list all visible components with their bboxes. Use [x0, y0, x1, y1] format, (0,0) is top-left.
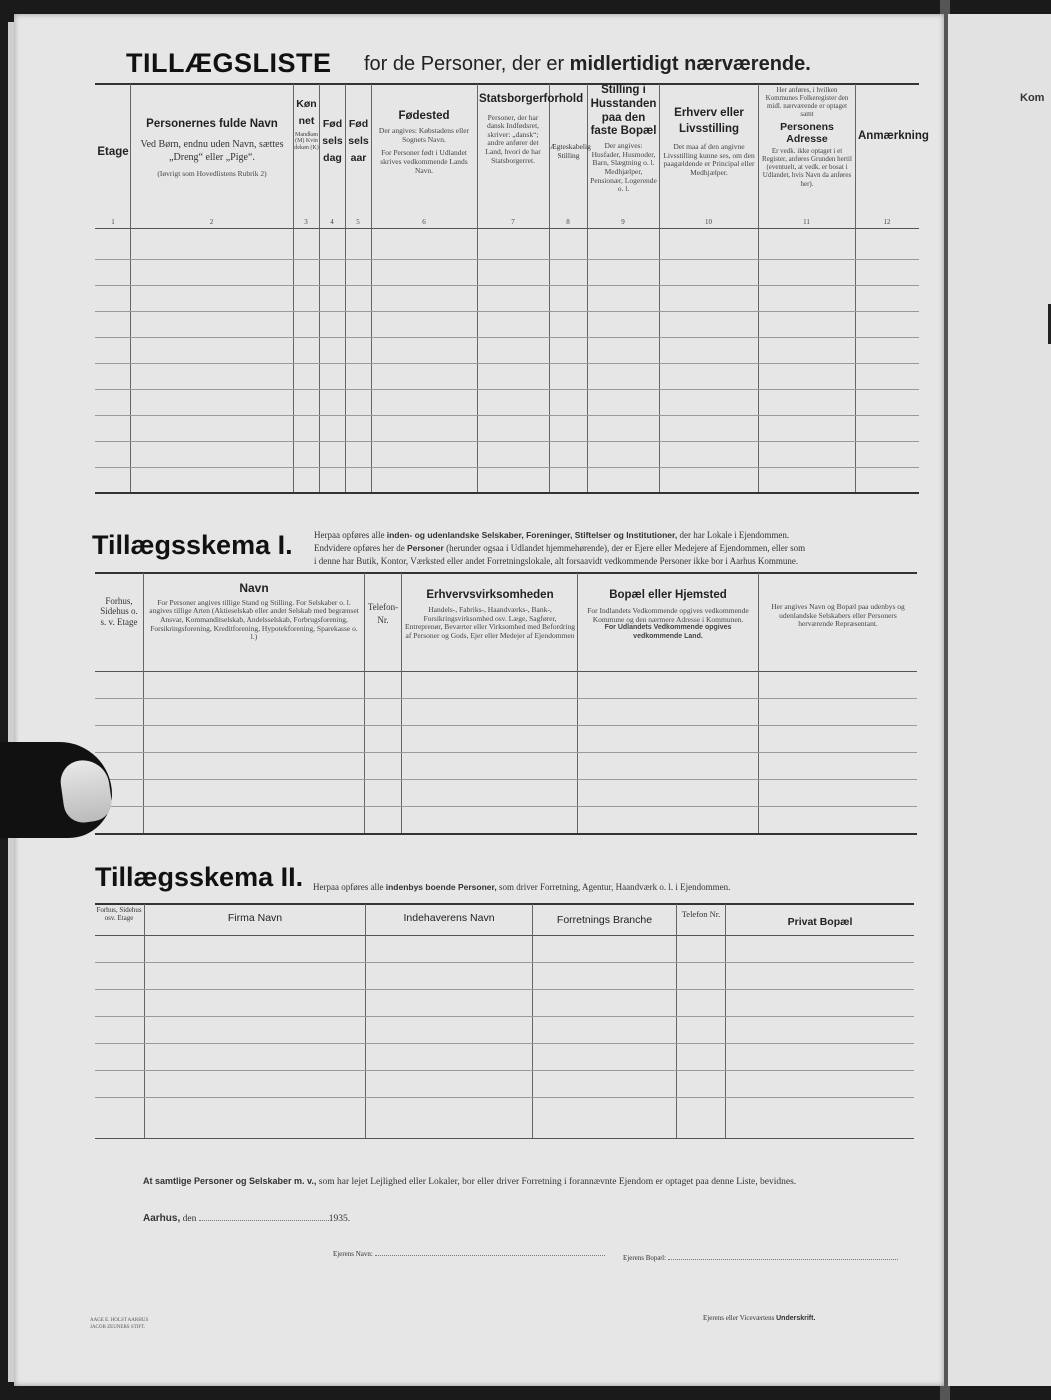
row-rule	[95, 806, 917, 807]
skema1-col-erhverv-title: Erhvervsvirksomheden	[426, 589, 554, 601]
col-number: 5	[356, 218, 360, 226]
row-rule	[95, 441, 919, 442]
skema2-header-rule	[95, 935, 914, 936]
skema1-desc-text: (herunder ogsaa i Udlandet hjemmehørende), der er Ejere eller Medejere af Ejendommen, eller som	[446, 543, 806, 554]
col-header-anmaerkning: Anmærkning	[858, 130, 929, 142]
col-header-adresse-note2: Er vedk. ikke optaget i et Register, anføres Grunden hertil (eventuelt, at vedk. er bosat i Udlandet, hvis Navn da anføres her).	[762, 147, 852, 188]
skema1-desc-text: der har Lokale i Ejendommen.	[679, 530, 790, 540]
form-subtitle	[364, 53, 811, 76]
col-header-kon-note: Mandkøn (M) Kvindekøn (K)	[294, 131, 319, 152]
col-header-husstand-title: Stilling i Husstanden paa den faste Bopæl	[590, 84, 657, 138]
row-rule	[95, 259, 919, 260]
date-field[interactable]	[199, 1220, 329, 1221]
col-header-adresse-title: Personens Adresse	[780, 121, 834, 146]
col-header-kon-title: Kønnet	[296, 98, 317, 127]
row-rule	[95, 962, 914, 963]
skema1-desc-bold: inden- og udenlandske Selskaber, Foreninger, Stiftelser og Institutioner,	[386, 530, 678, 540]
owner-name-field[interactable]	[375, 1255, 605, 1256]
row-rule	[95, 363, 919, 364]
skema1-col-bopael-title: Bopæl eller Hjemsted	[609, 589, 727, 601]
skema2-col-bopael: Privat Bopæl	[787, 916, 853, 928]
col-divider	[144, 904, 145, 1138]
adjacent-page	[948, 14, 1051, 1386]
skema2-col-telefon: Telefon Nr.	[681, 909, 721, 919]
col-header-kon	[294, 96, 319, 152]
col-header-fodested-note2: For Personer født i Udlandet skrives vedkommende Lands Navn.	[380, 148, 468, 175]
skema2-bottom-rule	[95, 1138, 914, 1139]
skema1-col-navn-title: Navn	[239, 581, 269, 595]
skema2-title: Tillægsskema II.	[95, 862, 304, 892]
col-header-fodested-title: Fødested	[398, 110, 450, 122]
skema2-desc-bold: indenbys boende Personer,	[385, 882, 497, 892]
col-header-fodselsdag: Fødselsdag	[322, 118, 343, 164]
owner-address-field[interactable]	[668, 1259, 898, 1260]
skema1-desc-text: Herpaa opføres alle	[314, 530, 385, 540]
col-header-husstand	[589, 84, 658, 194]
col-divider	[477, 84, 478, 492]
skema2-col-branche: Forretnings Branche	[556, 914, 653, 926]
row-rule	[95, 989, 914, 990]
col-divider	[130, 84, 131, 492]
skema1-col-telefon: Telefon-Nr.	[367, 602, 399, 625]
skema1-desc-bold: Personer	[406, 543, 444, 554]
col-header-fodselsaar: Fødselsaar	[348, 118, 369, 164]
col-header-navn-title: Personernes fulde Navn	[146, 118, 278, 130]
col-divider	[725, 904, 726, 1138]
city-label: Aarhus,	[143, 1213, 181, 1224]
skema1-col-navn	[148, 582, 360, 642]
col-number: 7	[511, 218, 515, 226]
skema1-col-bopael-note2: For Udlandets Vedkommende opgives vedkommende Land.	[604, 624, 732, 640]
col-divider	[676, 904, 677, 1138]
signature-label: Ejerens eller Viceværtens	[703, 1314, 775, 1322]
col-divider	[855, 84, 856, 492]
col-divider	[371, 84, 372, 492]
row-rule	[95, 698, 917, 699]
col-header-husstand-note: Der angives: Husfader, Husmoder, Barn, Slægtning o. l. Medhjælper, Pensionær, Logerende o. l.	[590, 141, 657, 194]
table-top-rule	[95, 83, 919, 85]
row-rule	[95, 779, 917, 780]
skema1-header-rule	[95, 671, 917, 672]
row-rule	[95, 337, 919, 338]
col-divider	[659, 84, 660, 492]
skema1-col-bopael	[581, 589, 755, 641]
row-rule	[95, 752, 917, 753]
col-divider	[365, 904, 366, 1138]
skema2-desc-text: Herpaa opføres alle	[313, 882, 384, 892]
declaration	[143, 1176, 918, 1187]
col-divider	[143, 573, 144, 833]
col-header-erhverv-title: Erhverv eller Livsstilling	[674, 107, 744, 135]
col-header-erhverv	[662, 106, 756, 178]
year-label: 1935.	[328, 1214, 351, 1224]
skema1-desc-text: i denne har Butik, Kontor, Værksted eller andet Forretningslokale, alt forsaavidt vedkommende Personer ikke bor i Aarhus Kommune.	[314, 556, 799, 567]
owner-name-label: Ejerens Navn:	[333, 1250, 373, 1258]
row-rule	[95, 285, 919, 286]
col-header-aegteskab: Ægteskabelig Stilling	[550, 142, 591, 160]
table-bottom-rule	[95, 492, 919, 494]
col-number: 11	[803, 218, 810, 226]
skema1-col-erhverv	[405, 589, 575, 641]
row-rule	[95, 389, 919, 390]
skema1-desc-text: Endvidere opføres her de	[314, 543, 405, 554]
row-rule	[95, 1016, 914, 1017]
skema1-bottom-rule	[95, 833, 917, 835]
declaration-bold: At samtlige Personer og Selskaber m. v.,	[143, 1176, 317, 1186]
row-rule	[95, 311, 919, 312]
form-subtitle-text: for de Personer, der er	[364, 53, 565, 75]
col-divider	[758, 573, 759, 833]
skema1-description	[314, 529, 919, 568]
col-number: 1	[111, 218, 115, 226]
col-header-navn-note: Ved Børn, endnu uden Navn, sættes „Dreng“ eller „Pige“.	[140, 139, 284, 163]
den-label: den	[182, 1214, 197, 1224]
row-rule	[95, 1070, 914, 1071]
form-subtitle-bold: midlertidigt nærværende.	[569, 53, 811, 75]
skema2-top-rule	[95, 903, 914, 905]
skema1-title: Tillægsskema I.	[92, 530, 293, 560]
skema2-col-indehaver: Indehaverens Navn	[403, 912, 495, 924]
skema2-desc-text: som driver Forretning, Agentur, Haandværk o. l. i Ejendommen.	[498, 882, 731, 892]
col-divider	[577, 573, 578, 833]
skema1-col-bopael-note: For Indlandets Vedkommende opgives vedkommende Kommune og den nærmere Adresse i Kommunen.	[587, 606, 749, 624]
col-header-fodested	[375, 110, 473, 175]
col-header-statsborger-title: Statsborgerforhold	[479, 93, 584, 105]
col-number: 10	[705, 218, 712, 226]
col-divider	[401, 573, 402, 833]
row-rule	[95, 1097, 914, 1098]
col-header-adresse	[760, 86, 854, 188]
col-number: 8	[566, 218, 570, 226]
col-divider	[532, 904, 533, 1138]
form-title: TILLÆGSLISTE	[126, 48, 332, 78]
col-number: 9	[621, 218, 625, 226]
col-header-fodested-note: Der angives: Købstadens eller Sognets Navn.	[378, 126, 470, 144]
header-bottom-rule	[95, 228, 919, 229]
col-header-statsborger-note: Personer, der har dansk Indfødsret, skriver: „dansk“; andre anfører det Land, hvori de har Statsborgerret.	[485, 112, 541, 165]
skema1-col-navn-note: For Personer angives tillige Stand og Stilling. For Selskaber o. l. angives tillige Arten (Aktieselskab eller andet Selskab med begrænset Ansvar, Kommanditselskab, Andelsselskab, Forbrugsforening, Forsikringsforening, Kreditforening, Hypotekforening, Sparekasse o. l.)	[149, 597, 359, 642]
owner-address-label: Ejerens Bopæl:	[623, 1254, 666, 1262]
skema1-col-erhverv-note: Handels-, Fabriks-, Haandværks-, Bank-, Forsikringsvirksomhed osv. Læge, Sagfører, Entreprenør, Beværter eller Virksomhed med Befordring af Personer og Gods, Ejer eller Medejer af Ejendommen	[405, 605, 575, 641]
col-number: 3	[304, 218, 308, 226]
signature-label-bold: Underskrift.	[776, 1315, 816, 1322]
col-number: 2	[209, 218, 214, 226]
col-number: 4	[330, 218, 334, 226]
skema2-col-firma: Firma Navn	[227, 912, 283, 924]
row-rule	[95, 467, 919, 468]
printer-mark: AAGE E. HOLST AARHUS JACOB ZEUNERS STIFT.	[90, 1318, 149, 1330]
skema1-col-repraesentant: Her angives Navn og Bopæl paa udenbys og udenlandske Selskabers eller Personers herværende Repræsentant.	[771, 602, 905, 629]
date-line	[143, 1213, 350, 1224]
col-number: 6	[422, 218, 426, 226]
skema2-description	[313, 881, 913, 894]
owner-name-line	[333, 1250, 605, 1258]
row-rule	[95, 725, 917, 726]
row-rule	[95, 415, 919, 416]
col-number: 12	[883, 218, 891, 226]
declaration-text: som har lejet Lejlighed eller Lokaler, bor eller driver Forretning i forannævnte Ejendom er optaget paa denne Liste, bevidnes.	[318, 1177, 797, 1187]
skema2-col-etage: Forhus, Sidehus osv. Etage	[96, 906, 142, 923]
adjacent-page-fragment: Kom	[1020, 92, 1045, 104]
col-header-adresse-note: Her anføres, i hvilken Kommunes Folkeregister den midl. nærværende er optaget samt	[765, 86, 849, 119]
col-header-etage: Etage	[97, 146, 129, 158]
skema1-col-etage: Forhus, Sidehus o. s. v. Etage	[100, 596, 138, 627]
row-rule	[95, 1043, 914, 1044]
col-header-erhverv-note: Det maa af den angivne Livsstilling kunne ses, om den paagældende er Principal eller Medhjælper.	[663, 142, 755, 177]
skema1-top-rule	[95, 572, 917, 574]
col-divider	[758, 84, 759, 492]
col-header-navn-note2: (Iøvrigt som Hovedlistens Rubrik 2)	[157, 169, 267, 179]
col-header-navn	[134, 118, 290, 179]
owner-address-line	[623, 1254, 898, 1262]
signature-line	[703, 1314, 815, 1322]
